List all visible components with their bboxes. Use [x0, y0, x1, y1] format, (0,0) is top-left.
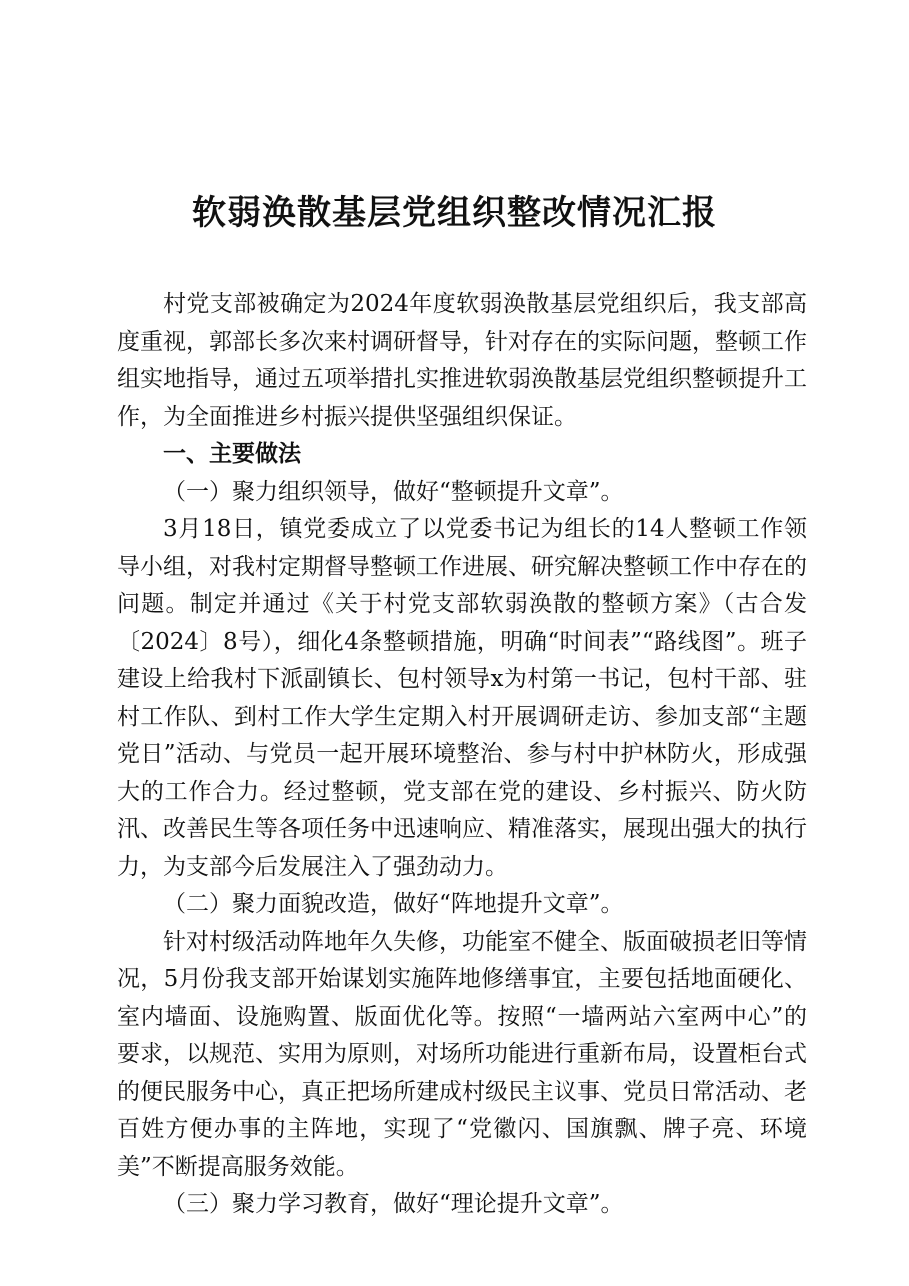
document-title: 软弱涣散基层党组织整改情况汇报	[192, 193, 717, 233]
body-paragraph-2: 针对村级活动阵地年久失修，功能室不健全、版面破损老旧等情况，5月份我支部开始谋划实施阵地修缮事宜，主要包括地面硬化、室内墙面、设施购置、版面优化等。按照“一墙两站六室两中心”的要求，以规范、实用为原则，对场所功能进行重新布局，设置柜台式的便民服务中心，真正把场所建成村级民主议事、党员日常活动、老百姓方便办事的主阵地，实现了“党徽闪、国旗飘、牌子亮、环境美”不断提高服务效能。	[117, 928, 807, 1180]
subsection-heading-2: （二）聚力面貌改造，做好“阵地提升文章”。	[163, 891, 624, 917]
subsection-heading-1: （一）聚力组织领导，做好“整顿提升文章”。	[163, 478, 624, 505]
section-heading-main-practices: 一、主要做法	[163, 441, 301, 467]
body-paragraph-1: 3月18日，镇党委成立了以党委书记为组长的14人整顿工作领导小组，对我村定期督导整顿工作进展、研究解决整顿工作中存在的问题。制定并通过《关于村党支部软弱涣散的整顿方案》（古合发〔2024〕8号），细化4条整顿措施，明确“时间表”“路线图”。班子建设上给我村下派副镇长、包村领导x为村第一书记，包村干部、驻村工作队、到村工作大学生定期入村开展调研走访、参加支部“主题党日”活动、与党员一起开展环境整治、参与村中护林防火，形成强大的工作合力。经过整顿，党支部在党的建设、乡村振兴、防火防汛、改善民生等各项任务中迅速响应、精准落实，展现出强大的执行力，为支部今后发展注入了强劲动力。	[117, 516, 807, 880]
document-body	[117, 286, 807, 1224]
subsection-heading-3: （三）聚力学习教育，做好“理论提升文章”。	[163, 1191, 624, 1217]
intro-paragraph: 村党支部被确定为2024年度软弱涣散基层党组织后，我支部高度重视，郭部长多次来村调研督导，针对存在的实际问题，整顿工作组实地指导，通过五项举措扎实推进软弱涣散基层党组织整顿提升工作，为全面推进乡村振兴提供坚强组织保证。	[117, 291, 807, 430]
